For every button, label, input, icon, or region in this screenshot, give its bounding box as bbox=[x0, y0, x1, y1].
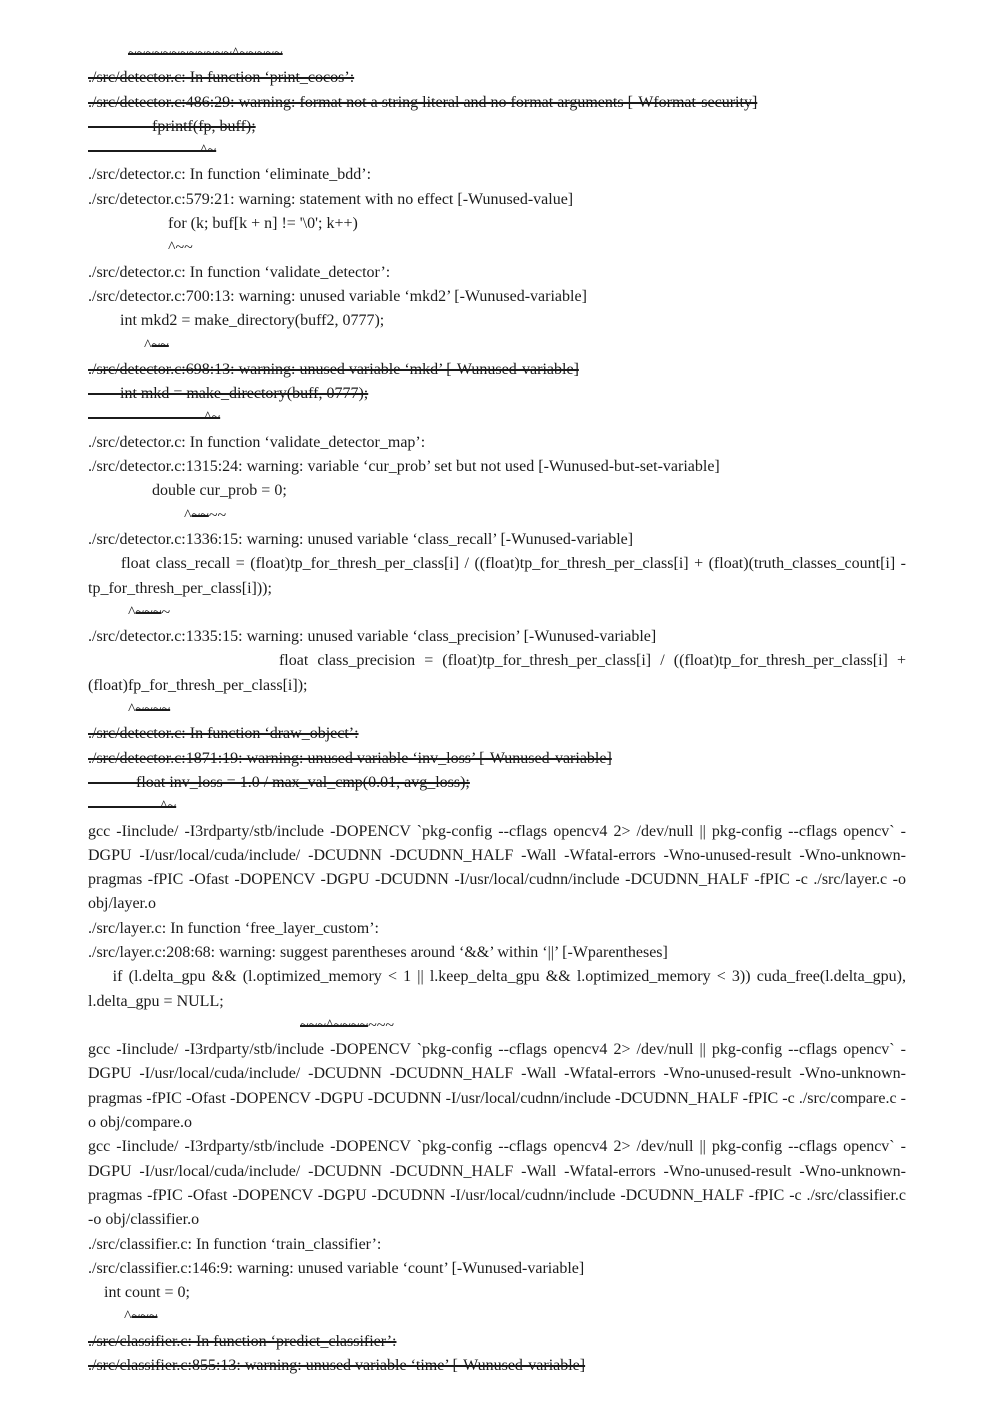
text-segment: ~~ bbox=[208, 506, 227, 524]
text-segment: ./src/detector.c:1315:24: warning: variable ‘cur_prob’ set but not used [-Wunused-but-set-variable] bbox=[88, 458, 720, 476]
struck-text-segment: ./src/detector.c:698:13: warning: unused variable ‘mkd’ [-Wunused-variable] bbox=[88, 360, 579, 378]
output-line bbox=[88, 358, 906, 382]
text-segment: int count = 0; bbox=[88, 1284, 190, 1302]
text-segment: ~ bbox=[161, 603, 171, 621]
output-line bbox=[88, 188, 906, 212]
text-segment: ./src/detector.c: In function ‘validate_detector’: bbox=[88, 263, 391, 281]
output-line bbox=[88, 771, 906, 795]
text-segment: ~~~ bbox=[368, 1016, 395, 1034]
output-line bbox=[88, 965, 911, 1014]
struck-text-segment: ~~~ bbox=[131, 1308, 158, 1326]
struck-text-segment: ./src/detector.c: In function ‘print_cocos’: bbox=[88, 69, 355, 87]
output-line bbox=[88, 163, 906, 187]
output-line bbox=[88, 91, 906, 115]
struck-text-segment: ^~ bbox=[88, 798, 177, 816]
text-segment: gcc -Iinclude/ -I3rdparty/stb/include -DOPENCV `pkg-config --cflags opencv4 2> /dev/null || pkg-config --cflags opencv` -DGPU -I/usr/local/cuda/include/ -DCUDNN -DCUDNN_HALF -Wall -Wfatal-errors -Wno-unused-result -Wno-unknown-pragmas -fPIC -Ofast -DOPENCV -DGPU -DCUDNN -I/usr/local/cudnn/include -DCUDNN_HALF -fPIC -c ./src/compare.c -o obj/compare.o bbox=[88, 1041, 906, 1132]
output-line bbox=[88, 261, 906, 285]
output-line bbox=[88, 479, 906, 503]
output-line bbox=[88, 1354, 906, 1378]
struck-text-segment: ~~~~ bbox=[135, 701, 171, 719]
text-segment: ./src/detector.c: In function ‘eliminate_bdd’: bbox=[88, 166, 372, 184]
output-line bbox=[88, 601, 906, 625]
struck-text-segment: int mkd = make_directory(buff, 0777); bbox=[88, 385, 369, 403]
output-line bbox=[88, 1135, 910, 1232]
text-segment: ^ bbox=[88, 336, 152, 354]
output-line bbox=[88, 698, 906, 722]
struck-text-segment: ./src/detector.c:1871:19: warning: unused variable ‘inv_loss’ [-Wunused-variable] bbox=[88, 749, 612, 767]
output-line bbox=[88, 1330, 906, 1354]
text-segment bbox=[88, 1017, 300, 1034]
struck-text-segment: ./src/detector.c: In function ‘draw_object’: bbox=[88, 725, 359, 743]
text-segment: ./src/layer.c: In function ‘free_layer_custom’: bbox=[88, 919, 379, 937]
struck-text-segment: ./src/detector.c:486:29: warning: format not a string literal and no format arguments [-Wformat-security] bbox=[88, 93, 758, 111]
output-line bbox=[88, 285, 906, 309]
output-line bbox=[88, 917, 906, 941]
text-segment: ^ bbox=[88, 603, 136, 621]
text-segment: ./src/detector.c:700:13: warning: unused variable ‘mkd2’ [-Wunused-variable] bbox=[88, 287, 587, 305]
output-line bbox=[88, 820, 910, 917]
text-segment: double cur_prob = 0; bbox=[88, 482, 287, 500]
struck-text-segment: ~~ bbox=[151, 336, 169, 354]
text-segment: ./src/classifier.c: In function ‘train_classifier’: bbox=[88, 1235, 382, 1253]
text-segment: for (k; buf[k + n] != '\0'; k++) bbox=[88, 215, 358, 233]
output-line bbox=[88, 1014, 906, 1038]
text-segment: gcc -Iinclude/ -I3rdparty/stb/include -DOPENCV `pkg-config --cflags opencv4 2> /dev/null || pkg-config --cflags opencv` -DGPU -I/usr/local/cuda/include/ -DCUDNN -DCUDNN_HALF -Wall -Wfatal-errors -Wno-unused-result -Wno-unknown-pragmas -fPIC -Ofast -DOPENCV -DGPU -DCUDNN -I/usr/local/cudnn/include -DCUDNN_HALF -fPIC -c ./src/classifier.c -o obj/classifier.o bbox=[88, 1138, 910, 1229]
text-segment: ./src/detector.c:1335:15: warning: unused variable ‘class_precision’ [-Wunused-variable] bbox=[88, 628, 657, 646]
text-segment: ^ bbox=[88, 701, 136, 719]
text-segment: ./src/layer.c:208:68: warning: suggest parentheses around ‘&&’ within ‘||’ [-Wparentheses] bbox=[88, 943, 668, 961]
output-line bbox=[88, 115, 906, 139]
output-line bbox=[88, 42, 906, 66]
struck-text-segment: ~~~ bbox=[135, 603, 162, 621]
text-segment: float class_recall = (float)tp_for_thresh_per_class[i] / ((float)tp_for_thresh_per_class[i] + (float)(truth_classes_count[i] - tp_for_thresh_per_class[i])); bbox=[88, 555, 910, 597]
struck-text-segment: ~~~^~~~~ bbox=[300, 1016, 369, 1034]
struck-text-segment: ^~ bbox=[88, 409, 221, 427]
output-line bbox=[88, 334, 906, 358]
output-line bbox=[88, 649, 911, 698]
output-line bbox=[88, 1305, 906, 1329]
text-segment: ./src/detector.c:579:21: warning: statement with no effect [-Wunused-value] bbox=[88, 190, 574, 208]
output-line bbox=[88, 1038, 906, 1135]
output-line bbox=[88, 941, 906, 965]
output-line bbox=[88, 1233, 906, 1257]
output-line bbox=[88, 795, 906, 819]
output-line bbox=[88, 1281, 906, 1305]
text-segment: ^~~ bbox=[88, 239, 193, 257]
output-line bbox=[88, 528, 906, 552]
output-line bbox=[88, 382, 906, 406]
output-line bbox=[88, 139, 906, 163]
text-segment: ./src/classifier.c:146:9: warning: unused variable ‘count’ [-Wunused-variable] bbox=[88, 1259, 585, 1277]
text-segment: ^ bbox=[88, 506, 192, 524]
struck-text-segment: fprintf(fp, buff); bbox=[88, 117, 256, 135]
output-line bbox=[88, 455, 906, 479]
output-line bbox=[88, 406, 906, 430]
output-line bbox=[88, 431, 906, 455]
struck-text-segment: ./src/classifier.c: In function ‘predict_classifier’: bbox=[88, 1332, 397, 1350]
output-line bbox=[88, 212, 906, 236]
output-line bbox=[88, 747, 906, 771]
text-segment: ^ bbox=[88, 1308, 132, 1326]
text-segment bbox=[88, 45, 128, 62]
text-segment: int mkd2 = make_directory(buff2, 0777); bbox=[88, 312, 385, 330]
text-segment: if (l.delta_gpu && (l.optimized_memory < 1 || l.keep_delta_gpu && l.optimized_memory < 3)) cuda_free(l.delta_gpu), l.delta_gpu = NULL; bbox=[88, 968, 911, 1010]
output-line bbox=[88, 504, 906, 528]
struck-text-segment: float inv_loss = 1.0 / max_val_cmp(0.01, avg_loss); bbox=[88, 773, 470, 791]
text-segment: ./src/detector.c: In function ‘validate_detector_map’: bbox=[88, 433, 426, 451]
output-line bbox=[88, 625, 906, 649]
text-segment: ./src/detector.c:1336:15: warning: unused variable ‘class_recall’ [-Wunused-variable] bbox=[88, 530, 634, 548]
output-line bbox=[88, 1257, 906, 1281]
output-line bbox=[88, 309, 906, 333]
struck-text-segment: ^~ bbox=[88, 142, 217, 160]
struck-text-segment: ./src/classifier.c:855:13: warning: unused variable ‘time’ [-Wunused-variable] bbox=[88, 1357, 586, 1375]
output-line bbox=[88, 236, 906, 260]
output-line bbox=[88, 722, 906, 746]
output-line bbox=[88, 66, 906, 90]
output-line bbox=[88, 552, 910, 601]
text-segment: float class_precision = (float)tp_for_thresh_per_class[i] / ((float)tp_for_thresh_per_class[i] + (float)fp_for_thresh_per_class[i]); bbox=[88, 652, 911, 694]
text-segment: gcc -Iinclude/ -I3rdparty/stb/include -DOPENCV `pkg-config --cflags opencv4 2> /dev/null || pkg-config --cflags opencv` -DGPU -I/usr/local/cuda/include/ -DCUDNN -DCUDNN_HALF -Wall -Wfatal-errors -Wno-unused-result -Wno-unknown-pragmas -fPIC -Ofast -DOPENCV -DGPU -DCUDNN -I/usr/local/cudnn/include -DCUDNN_HALF -fPIC -c ./src/layer.c -o obj/layer.o bbox=[88, 822, 910, 913]
struck-text-segment: ~~ bbox=[191, 506, 209, 524]
struck-text-segment: ~~~~~~~~~~~~^~~~~~ bbox=[128, 45, 283, 62]
